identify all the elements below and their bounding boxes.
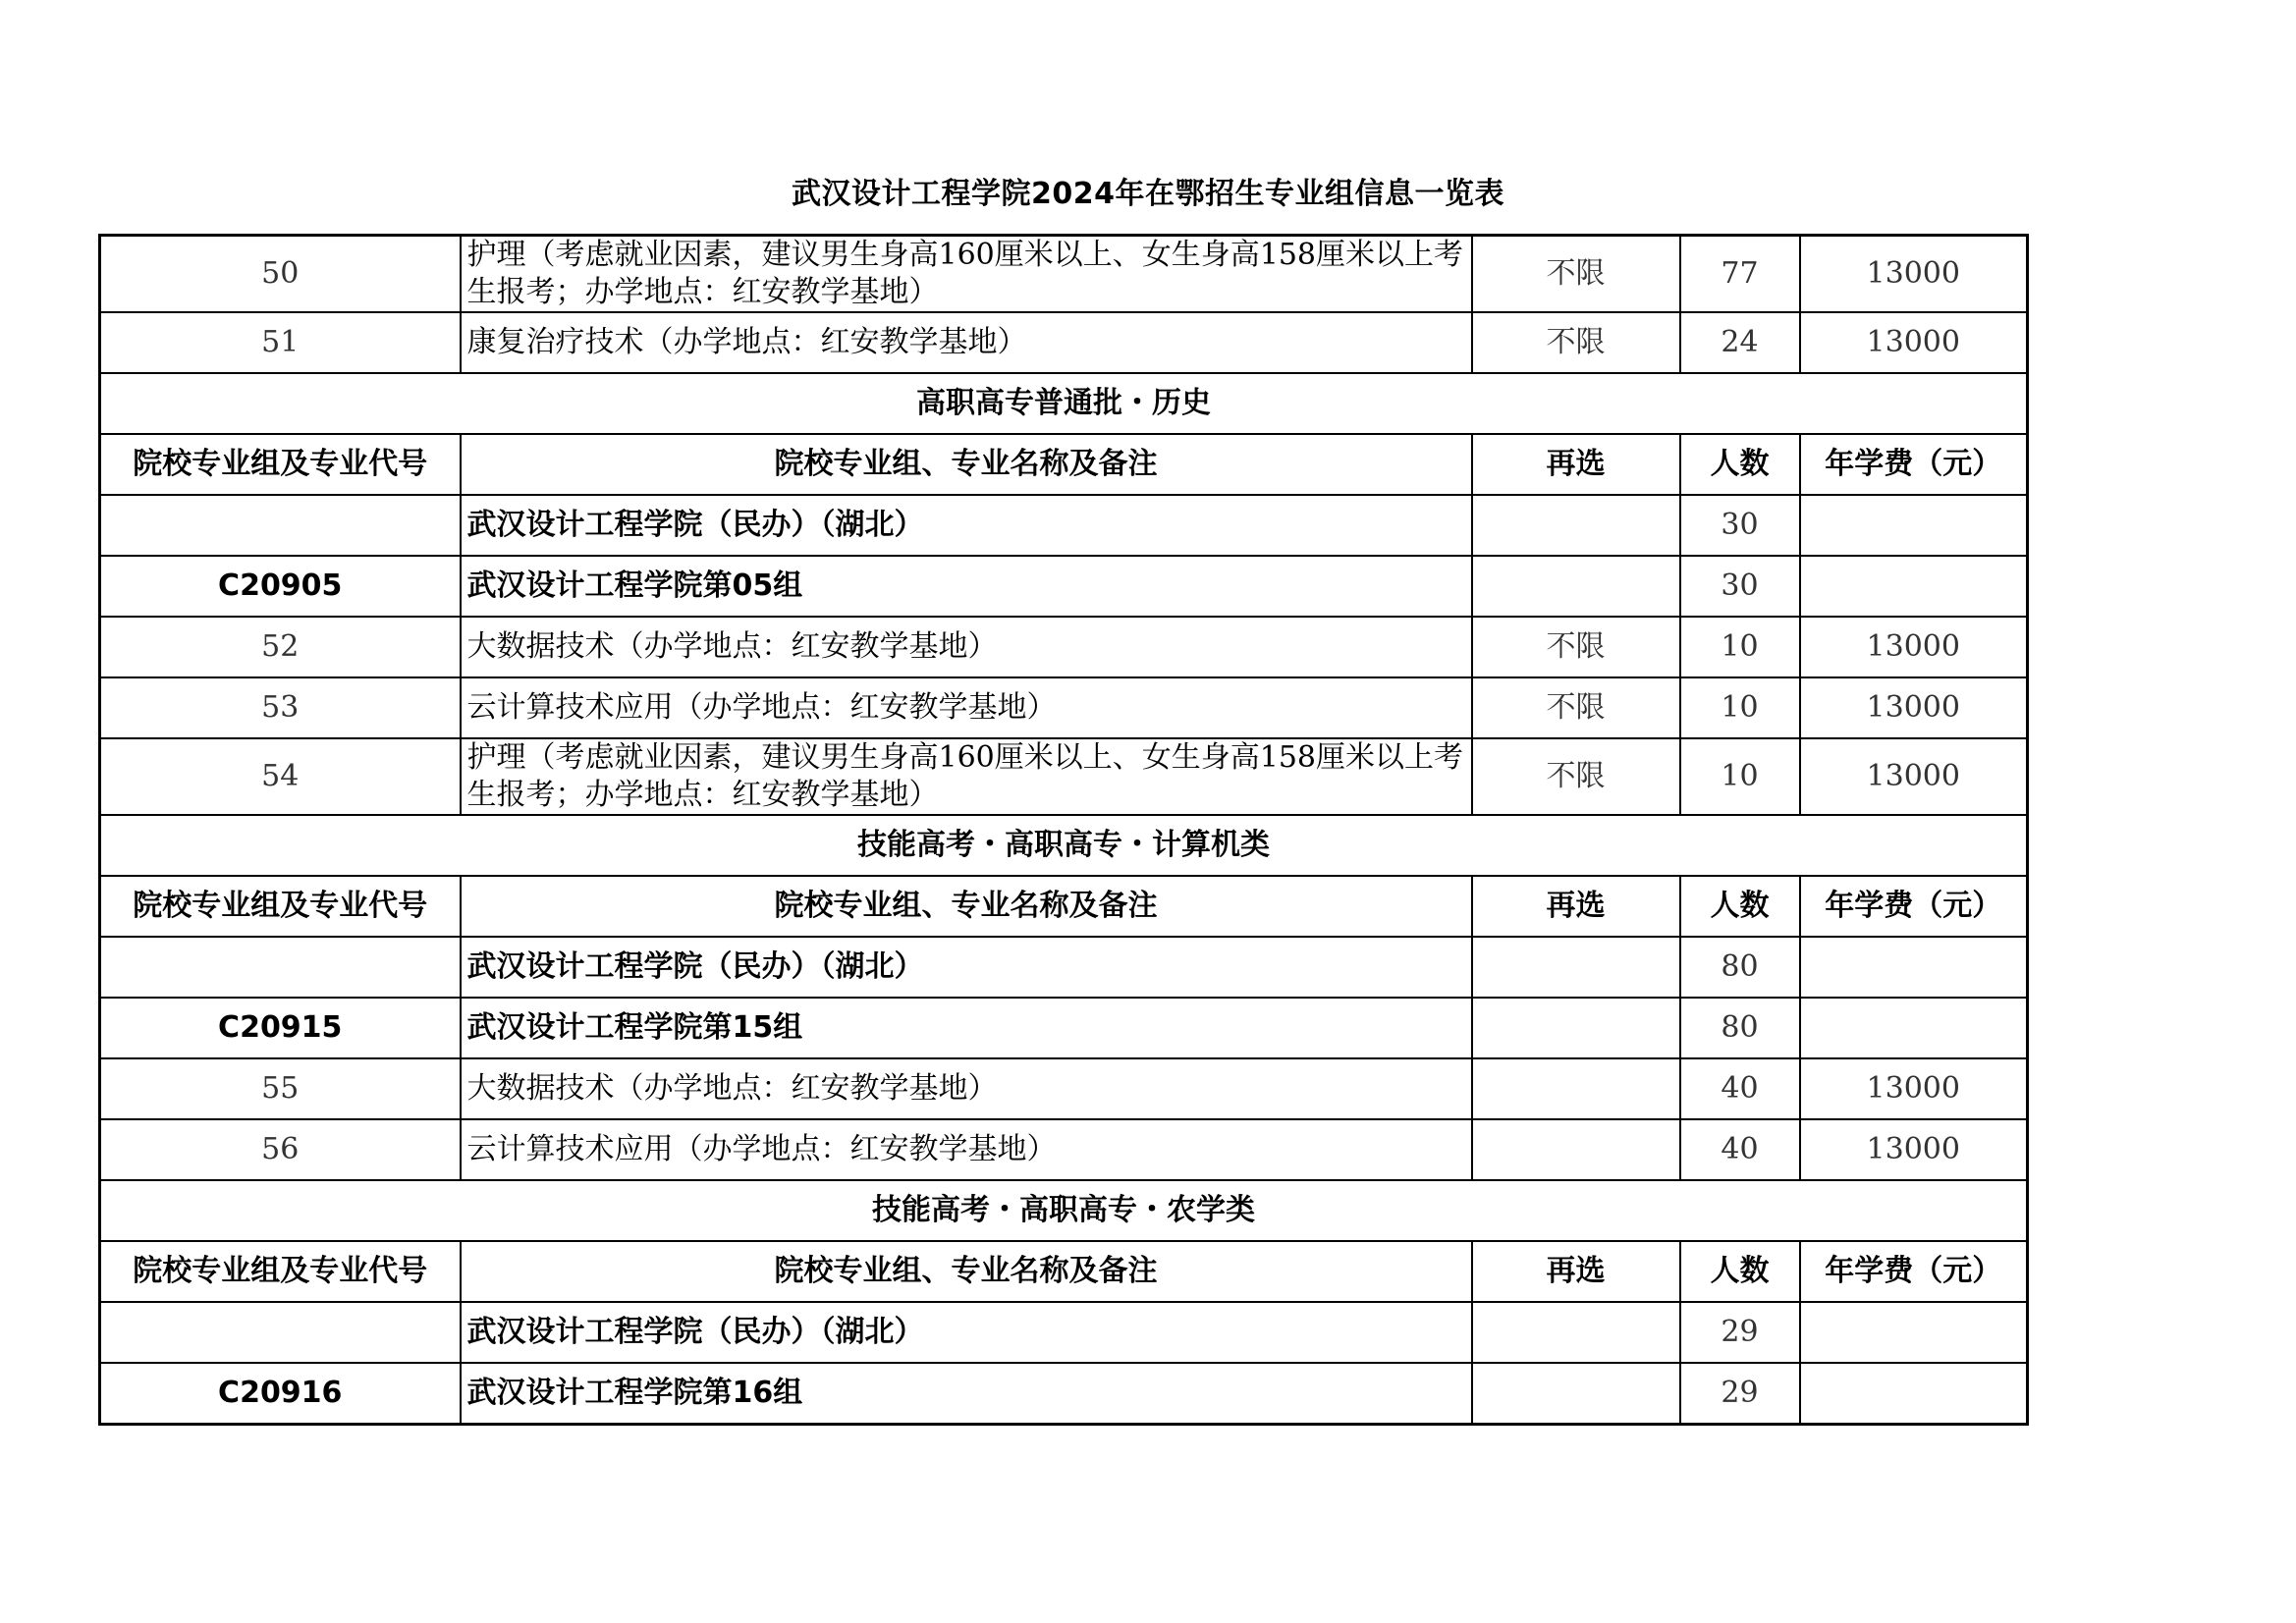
count-value: 10 — [1680, 738, 1800, 815]
school-row — [100, 1302, 2028, 1363]
major-code: 53 — [100, 677, 461, 738]
header-fee: 年学费（元） — [1800, 434, 2028, 495]
major-name: 护理（考虑就业因素，建议男生身高160厘米以上、女生身高158厘米以上考生报考；办学地点：红安教学基地） — [461, 738, 1472, 815]
count-value: 10 — [1680, 617, 1800, 677]
table-row — [100, 236, 2028, 313]
major-name: 大数据技术（办学地点：红安教学基地） — [461, 617, 1472, 677]
fee-value: 13000 — [1800, 677, 2028, 738]
group-code: C20915 — [100, 998, 461, 1058]
header-count: 人数 — [1680, 1241, 1800, 1302]
header-row — [100, 1241, 2028, 1302]
count-value: 30 — [1680, 495, 1800, 556]
reselect-value: 不限 — [1472, 738, 1680, 815]
table-row — [100, 1058, 2028, 1119]
major-code: 54 — [100, 738, 461, 815]
count-value: 29 — [1680, 1363, 1800, 1425]
header-count: 人数 — [1680, 876, 1800, 937]
major-name: 云计算技术应用（办学地点：红安教学基地） — [461, 677, 1472, 738]
count-value: 30 — [1680, 556, 1800, 617]
fee-value: 13000 — [1800, 312, 2028, 373]
count-value: 80 — [1680, 937, 1800, 998]
major-code: 52 — [100, 617, 461, 677]
header-reselect: 再选 — [1472, 876, 1680, 937]
header-code: 院校专业组及专业代号 — [100, 1241, 461, 1302]
fee-value: 13000 — [1800, 236, 2028, 313]
header-fee: 年学费（元） — [1800, 1241, 2028, 1302]
group-row — [100, 1363, 2028, 1425]
reselect-value — [1472, 1119, 1680, 1180]
reselect-value: 不限 — [1472, 617, 1680, 677]
count-value: 40 — [1680, 1058, 1800, 1119]
fee-value: 13000 — [1800, 1058, 2028, 1119]
fee-value: 13000 — [1800, 1119, 2028, 1180]
major-name: 护理（考虑就业因素，建议男生身高160厘米以上、女生身高158厘米以上考生报考；办学地点：红安教学基地） — [461, 236, 1472, 313]
group-code: C20905 — [100, 556, 461, 617]
section-title: 技能高考・高职高专・农学类 — [100, 1180, 2028, 1241]
major-code: 56 — [100, 1119, 461, 1180]
school-row — [100, 937, 2028, 998]
group-row — [100, 556, 2028, 617]
header-reselect: 再选 — [1472, 1241, 1680, 1302]
count-value: 80 — [1680, 998, 1800, 1058]
school-name: 武汉设计工程学院（民办）（湖北） — [461, 937, 1472, 998]
major-code: 55 — [100, 1058, 461, 1119]
count-value: 77 — [1680, 236, 1800, 313]
reselect-value: 不限 — [1472, 677, 1680, 738]
major-name: 云计算技术应用（办学地点：红安教学基地） — [461, 1119, 1472, 1180]
school-row — [100, 495, 2028, 556]
admissions-table — [98, 234, 2029, 1426]
group-code: C20916 — [100, 1363, 461, 1425]
section-title-row — [100, 1180, 2028, 1241]
header-code: 院校专业组及专业代号 — [100, 876, 461, 937]
header-name: 院校专业组、专业名称及备注 — [461, 876, 1472, 937]
table-row — [100, 677, 2028, 738]
school-name: 武汉设计工程学院（民办）（湖北） — [461, 495, 1472, 556]
group-name: 武汉设计工程学院第15组 — [461, 998, 1472, 1058]
group-name: 武汉设计工程学院第16组 — [461, 1363, 1472, 1425]
table-row — [100, 738, 2028, 815]
section-title-row — [100, 815, 2028, 876]
header-name: 院校专业组、专业名称及备注 — [461, 434, 1472, 495]
header-name: 院校专业组、专业名称及备注 — [461, 1241, 1472, 1302]
header-row — [100, 434, 2028, 495]
count-value: 24 — [1680, 312, 1800, 373]
count-value: 29 — [1680, 1302, 1800, 1363]
reselect-value: 不限 — [1472, 312, 1680, 373]
major-code: 51 — [100, 312, 461, 373]
major-code: 50 — [100, 236, 461, 313]
page-title: 武汉设计工程学院2024年在鄂招生专业组信息一览表 — [792, 177, 1504, 211]
section-title: 高职高专普通批・历史 — [100, 373, 2028, 434]
header-count: 人数 — [1680, 434, 1800, 495]
major-name: 大数据技术（办学地点：红安教学基地） — [461, 1058, 1472, 1119]
count-value: 10 — [1680, 677, 1800, 738]
section-title-row — [100, 373, 2028, 434]
reselect-value: 不限 — [1472, 236, 1680, 313]
header-code: 院校专业组及专业代号 — [100, 434, 461, 495]
group-name: 武汉设计工程学院第05组 — [461, 556, 1472, 617]
section-title: 技能高考・高职高专・计算机类 — [100, 815, 2028, 876]
group-row — [100, 998, 2028, 1058]
header-row — [100, 876, 2028, 937]
major-name: 康复治疗技术（办学地点：红安教学基地） — [461, 312, 1472, 373]
table-row — [100, 312, 2028, 373]
table-row — [100, 1119, 2028, 1180]
school-name: 武汉设计工程学院（民办）（湖北） — [461, 1302, 1472, 1363]
fee-value: 13000 — [1800, 738, 2028, 815]
header-reselect: 再选 — [1472, 434, 1680, 495]
reselect-value — [1472, 1058, 1680, 1119]
header-fee: 年学费（元） — [1800, 876, 2028, 937]
count-value: 40 — [1680, 1119, 1800, 1180]
fee-value: 13000 — [1800, 617, 2028, 677]
table-row — [100, 617, 2028, 677]
